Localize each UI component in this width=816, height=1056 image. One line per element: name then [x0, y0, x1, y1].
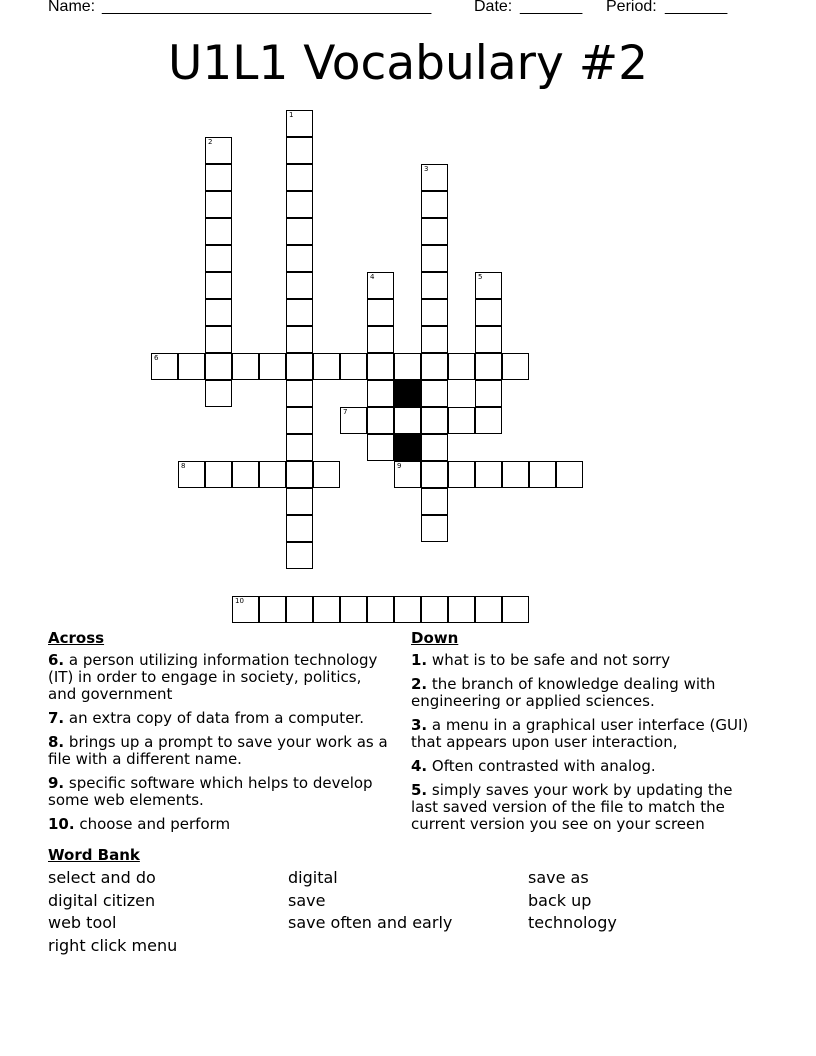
- crossword-cell[interactable]: [421, 515, 448, 542]
- word-bank-item: digital citizen: [48, 891, 156, 910]
- word-bank-heading: Word Bank: [48, 846, 140, 864]
- down-heading: Down: [411, 629, 459, 647]
- crossword-black-cell: [394, 434, 421, 461]
- crossword-cell[interactable]: [367, 326, 394, 353]
- crossword-cell[interactable]: [286, 218, 313, 245]
- crossword-cell[interactable]: [205, 380, 232, 407]
- crossword-cell[interactable]: [421, 245, 448, 272]
- crossword-cell[interactable]: [529, 461, 556, 488]
- page-title: U1L1 Vocabulary #2: [167, 36, 649, 91]
- clue-number: 5: [478, 273, 483, 281]
- crossword-cell[interactable]: [286, 542, 313, 569]
- crossword-cell[interactable]: [205, 272, 232, 299]
- crossword-cell[interactable]: [232, 353, 259, 380]
- word-bank-item: digital: [288, 868, 338, 887]
- word-bank-item: save often and early: [288, 913, 453, 932]
- crossword-cell[interactable]: [286, 434, 313, 461]
- crossword-cell[interactable]: [286, 596, 313, 623]
- clue-across-8: 8. brings up a prompt to save your work as a file with a different name.: [48, 733, 388, 768]
- crossword-cell[interactable]: [448, 461, 475, 488]
- crossword-cell[interactable]: [286, 407, 313, 434]
- clue-number: 6: [154, 354, 159, 362]
- crossword-cell[interactable]: [502, 353, 529, 380]
- date-label: Date:: [474, 0, 513, 15]
- crossword-cell[interactable]: [421, 407, 448, 434]
- clue-number: 3: [424, 165, 429, 173]
- crossword-cell[interactable]: [421, 596, 448, 623]
- crossword-cell[interactable]: [259, 461, 286, 488]
- crossword-cell[interactable]: [286, 353, 313, 380]
- crossword-cell[interactable]: [394, 407, 421, 434]
- crossword-cell[interactable]: [475, 407, 502, 434]
- period-label: Period:: [606, 0, 657, 15]
- crossword-cell[interactable]: [340, 353, 367, 380]
- crossword-cell[interactable]: [259, 596, 286, 623]
- clue-number: 2: [208, 138, 213, 146]
- crossword-cell[interactable]: [313, 461, 340, 488]
- crossword-cell[interactable]: [286, 488, 313, 515]
- crossword-cell[interactable]: [421, 164, 448, 191]
- down-clues: [411, 628, 751, 840]
- crossword-cell[interactable]: [421, 272, 448, 299]
- name-line: _____________________________________: [102, 0, 432, 15]
- crossword-cell[interactable]: [340, 407, 367, 434]
- crossword-cell[interactable]: [205, 461, 232, 488]
- crossword-cell[interactable]: [286, 110, 313, 137]
- across-heading: Across: [48, 629, 105, 647]
- word-bank-item: web tool: [48, 913, 117, 932]
- crossword-cell[interactable]: [151, 353, 178, 380]
- crossword-cell[interactable]: [421, 353, 448, 380]
- crossword-cell[interactable]: [502, 461, 529, 488]
- crossword-cell[interactable]: [286, 461, 313, 488]
- word-bank-item: back up: [528, 891, 592, 910]
- crossword-cell[interactable]: [205, 218, 232, 245]
- crossword-cell[interactable]: [394, 353, 421, 380]
- crossword-cell[interactable]: [475, 461, 502, 488]
- crossword-cell[interactable]: [313, 353, 340, 380]
- crossword-cell[interactable]: [556, 461, 583, 488]
- crossword-cell[interactable]: [205, 164, 232, 191]
- crossword-cell[interactable]: [205, 191, 232, 218]
- clue-number: 8: [181, 462, 186, 470]
- clue-across-6: 6. a person utilizing information technology (IT) in order to engage in society, politics, and government: [48, 651, 378, 703]
- crossword-cell[interactable]: [394, 596, 421, 623]
- crossword-cell[interactable]: [232, 461, 259, 488]
- crossword-cell[interactable]: [205, 326, 232, 353]
- crossword-cell[interactable]: [178, 461, 205, 488]
- crossword-cell[interactable]: [475, 299, 502, 326]
- crossword-cell[interactable]: [286, 299, 313, 326]
- crossword-cell[interactable]: [367, 353, 394, 380]
- word-bank-item: right click menu: [48, 936, 178, 955]
- crossword-cell[interactable]: [367, 380, 394, 407]
- clue-down-4: 4. Often contrasted with analog.: [411, 757, 656, 775]
- crossword-cell[interactable]: [421, 488, 448, 515]
- crossword-cell[interactable]: [475, 353, 502, 380]
- crossword-cell[interactable]: [286, 272, 313, 299]
- across-clues: [48, 628, 388, 840]
- clue-down-5: 5. simply saves your work by updating the last saved version of the file to match the current version you see on your screen: [411, 781, 733, 833]
- crossword-cell[interactable]: [367, 434, 394, 461]
- crossword-cell[interactable]: [475, 272, 502, 299]
- crossword-cell[interactable]: [205, 353, 232, 380]
- word-bank-item: save: [288, 891, 326, 910]
- crossword-cell[interactable]: [259, 353, 286, 380]
- crossword-cell[interactable]: [394, 461, 421, 488]
- crossword-cell[interactable]: [475, 326, 502, 353]
- crossword-cell[interactable]: [205, 299, 232, 326]
- crossword-cell[interactable]: [448, 353, 475, 380]
- word-bank-item: save as: [528, 868, 589, 887]
- crossword-cell[interactable]: [448, 407, 475, 434]
- name-label: Name:: [48, 0, 96, 15]
- word-bank-item: technology: [528, 913, 617, 932]
- crossword-cell[interactable]: [205, 245, 232, 272]
- crossword-cell[interactable]: [205, 137, 232, 164]
- clue-number: 7: [343, 408, 348, 416]
- clue-number: 4: [370, 273, 375, 281]
- crossword-cell[interactable]: [178, 353, 205, 380]
- crossword-cell[interactable]: [286, 137, 313, 164]
- crossword-cell[interactable]: [286, 515, 313, 542]
- crossword-cell[interactable]: [367, 596, 394, 623]
- date-line: _______: [520, 0, 583, 15]
- crossword-cell[interactable]: [286, 191, 313, 218]
- crossword-black-cell: [394, 380, 421, 407]
- crossword-cell[interactable]: [286, 164, 313, 191]
- crossword-cell[interactable]: [421, 434, 448, 461]
- crossword-cell[interactable]: [232, 596, 259, 623]
- crossword-cell[interactable]: [421, 326, 448, 353]
- clue-down-3: 3. a menu in a graphical user interface (GUI) that appears upon user interaction,: [411, 716, 749, 751]
- crossword-cell[interactable]: [367, 407, 394, 434]
- crossword-cell[interactable]: [286, 380, 313, 407]
- crossword-cell[interactable]: [421, 299, 448, 326]
- clue-number: 1: [289, 111, 294, 119]
- crossword-cell[interactable]: [367, 299, 394, 326]
- crossword-cell[interactable]: [448, 596, 475, 623]
- crossword-cell[interactable]: [286, 245, 313, 272]
- word-bank-item: select and do: [48, 868, 156, 887]
- crossword-cell[interactable]: [421, 461, 448, 488]
- clue-across-10: 10. choose and perform: [48, 815, 231, 833]
- crossword-cell[interactable]: [421, 218, 448, 245]
- crossword-cell[interactable]: [502, 596, 529, 623]
- crossword-cell[interactable]: [286, 326, 313, 353]
- clue-across-9: 9. specific software which helps to develop some web elements.: [48, 774, 373, 809]
- clue-down-2: 2. the branch of knowledge dealing with engineering or applied sciences.: [411, 675, 716, 710]
- clue-across-7: 7. an extra copy of data from a computer.: [48, 709, 364, 727]
- crossword-cell[interactable]: [421, 380, 448, 407]
- crossword-cell[interactable]: [475, 380, 502, 407]
- period-line: _______: [665, 0, 728, 15]
- crossword-cell[interactable]: [421, 191, 448, 218]
- clue-number: 10: [235, 597, 244, 605]
- crossword-cell[interactable]: [475, 596, 502, 623]
- clue-number: 9: [397, 462, 402, 470]
- crossword-cell[interactable]: [340, 596, 367, 623]
- clue-down-1: 1. what is to be safe and not sorry: [411, 651, 671, 669]
- crossword-cell[interactable]: [313, 596, 340, 623]
- crossword-cell[interactable]: [367, 272, 394, 299]
